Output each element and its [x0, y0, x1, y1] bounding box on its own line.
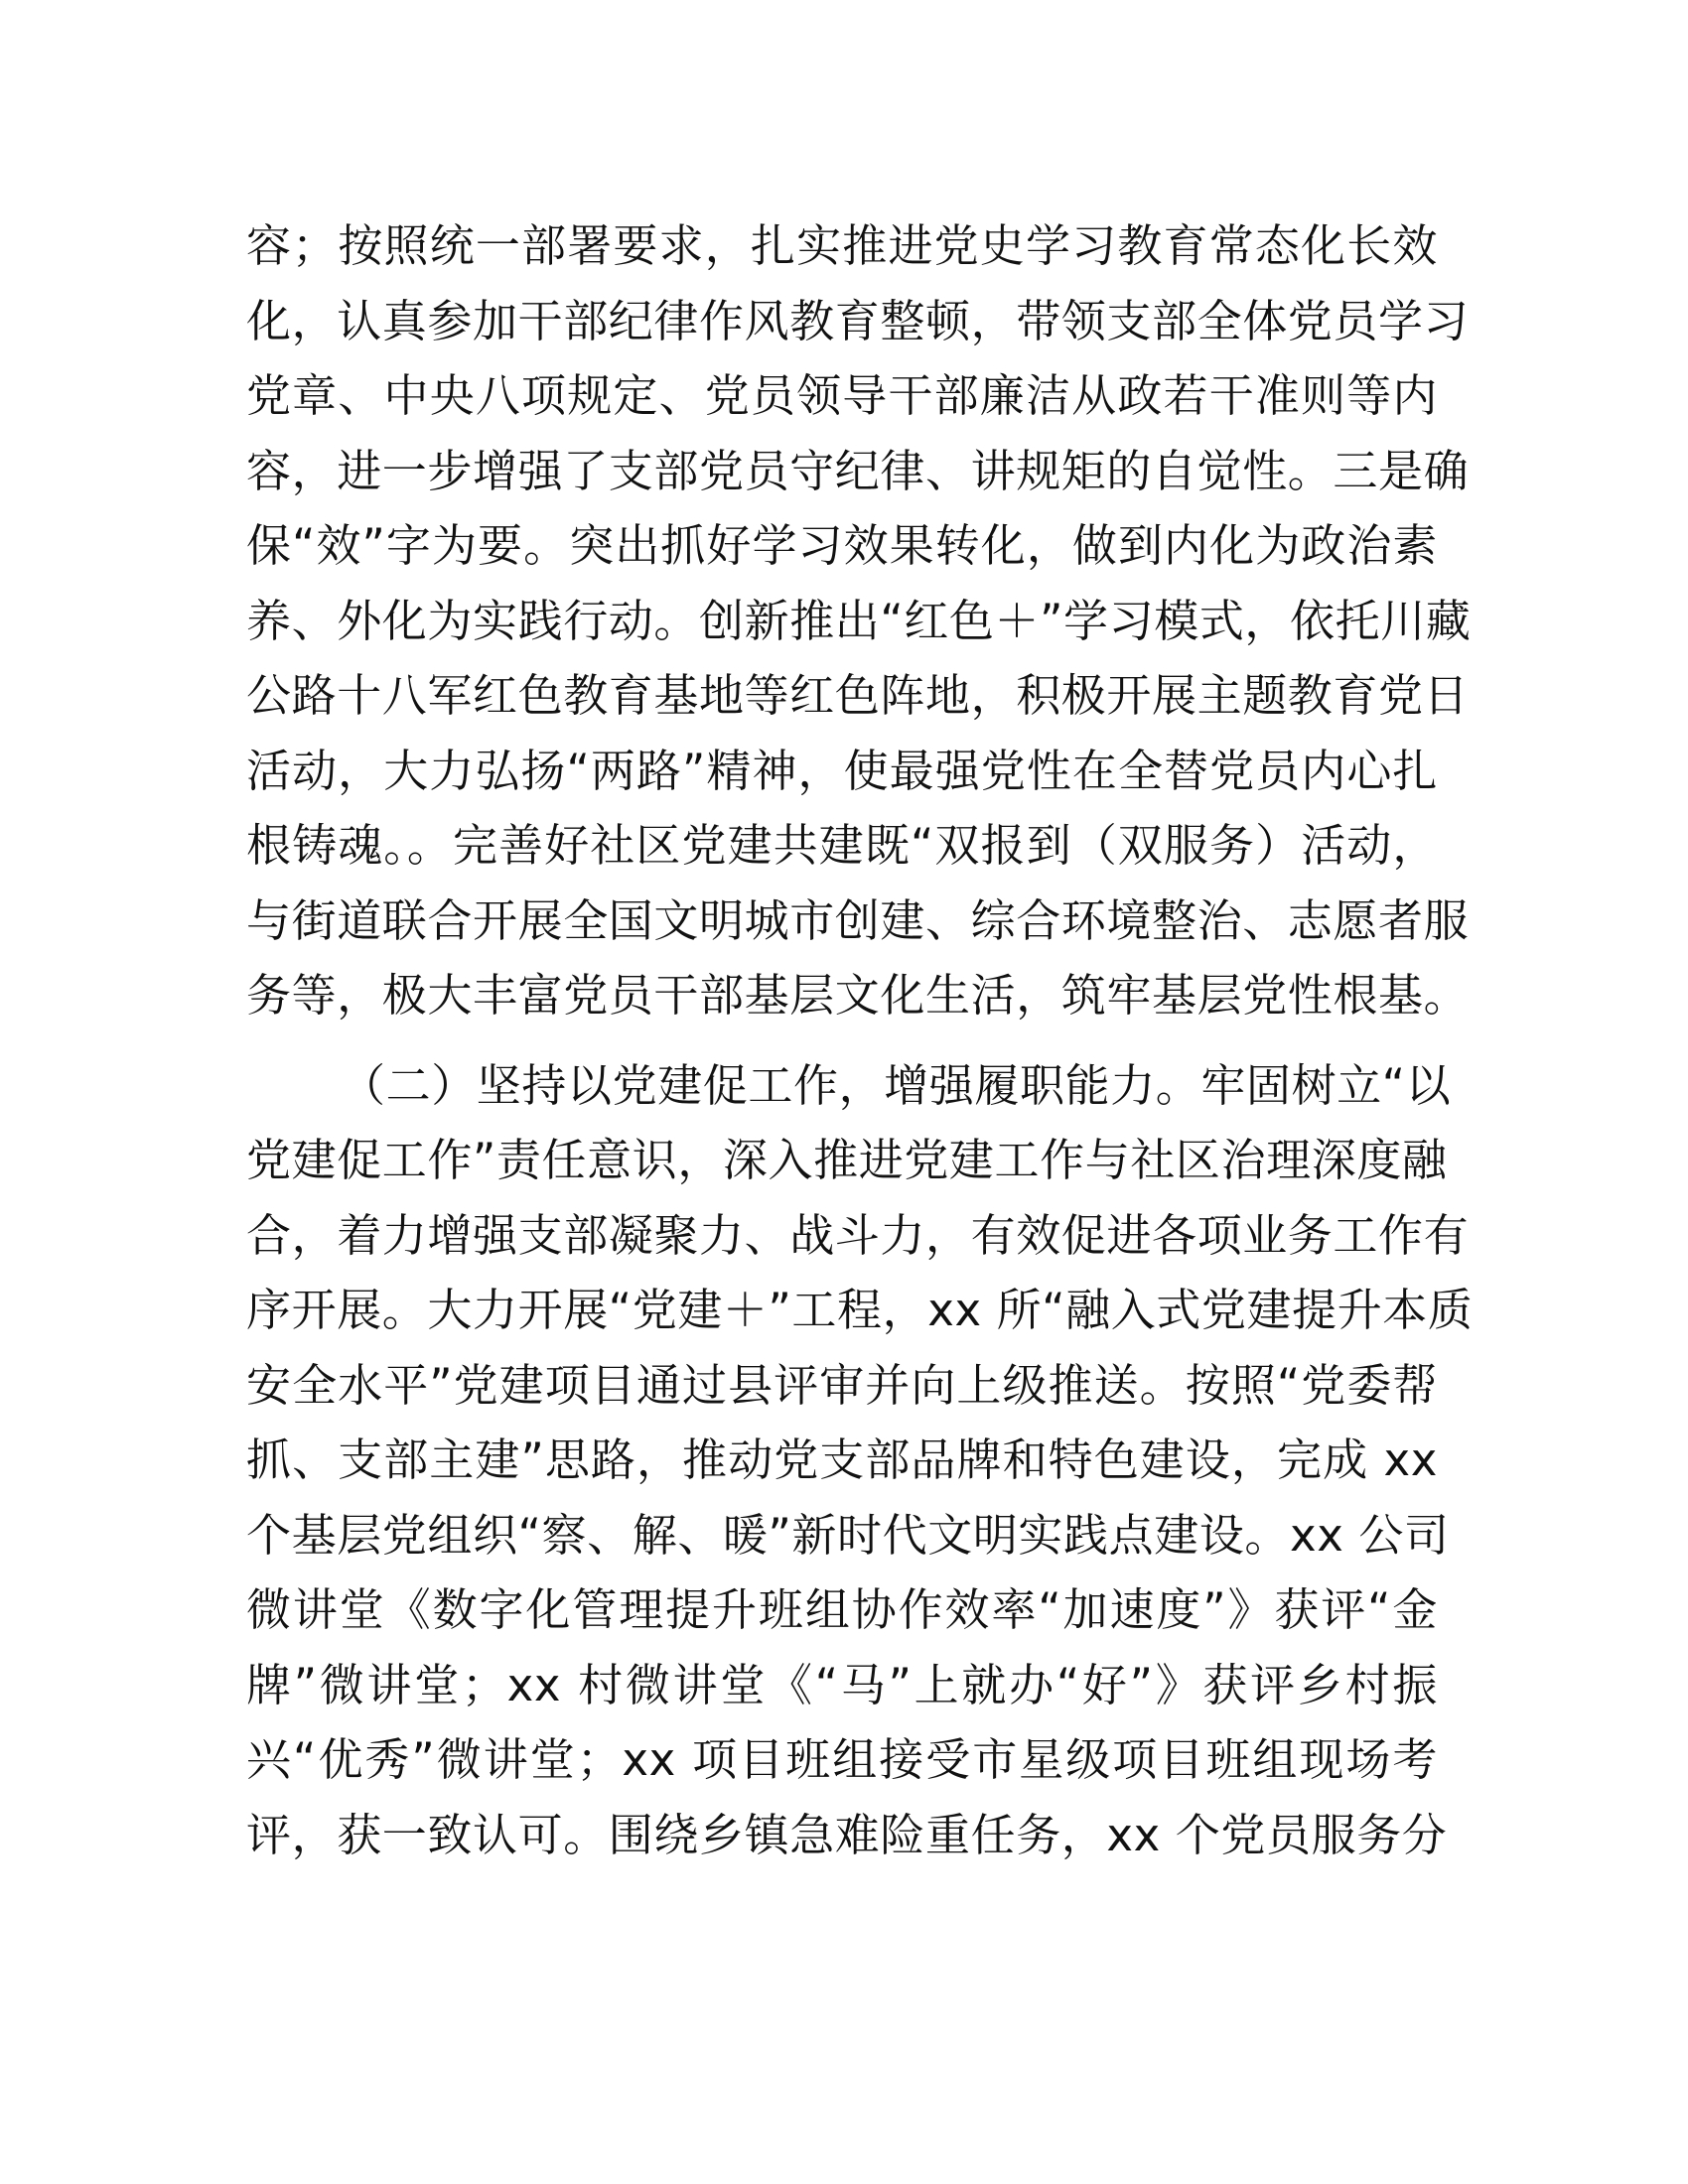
text-line: 抓、支部主建”思路，推动党支部品牌和特色建设，完成 xx	[246, 1433, 1438, 1486]
text-line: 公路十八军红色教育基地等红色阵地，积极开展主题教育党日	[246, 669, 1470, 722]
text-line: 个基层党组织“察、解、暖”新时代文明实践点建设。xx 公司	[246, 1508, 1450, 1562]
text-line: 兴“优秀”微讲堂；xx 项目班组接受市星级项目班组现场考	[246, 1733, 1438, 1786]
text-line: 根铸魂。。完善好社区党建共建既“双报到（双服务）活动，	[246, 819, 1438, 872]
text-line: 党建促工作”责任意识，深入推进党建工作与社区治理深度融	[246, 1134, 1448, 1186]
document-body	[246, 208, 1474, 1872]
text-line: 牌”微讲堂；xx 村微讲堂《“马”上就办“好”》获评乡村振	[246, 1658, 1438, 1711]
text-line-indented: （二）坚持以党建促工作，增强履职能力。牢固树立“以	[341, 1058, 1452, 1112]
text-line: 容；按照统一部署要求，扎实推进党史学习教育常态化长效	[246, 219, 1438, 272]
text-line: 党章、中央八项规定、党员领导干部廉洁从政若干准则等内	[246, 369, 1438, 422]
text-line: 序开展。大力开展“党建＋”工程，xx 所“融入式党建提升本质	[246, 1284, 1474, 1336]
text-line: 容，进一步增强了支部党员守纪律、讲规矩的自觉性。三是确	[246, 444, 1470, 497]
text-line: 养、外化为实践行动。创新推出“红色＋”学习模式，依托川藏	[246, 594, 1472, 647]
text-line: 与街道联合开展全国文明城市创建、综合环境整治、志愿者服	[246, 893, 1470, 947]
text-line: 评，获一致认可。围绕乡镇急难险重任务，xx 个党员服务分	[246, 1808, 1448, 1861]
text-line: 合，着力增强支部凝聚力、战斗力，有效促进各项业务工作有	[246, 1208, 1470, 1262]
text-line: 微讲堂《数字化管理提升班组协作效率“加速度”》获评“金	[246, 1583, 1438, 1636]
text-line: 化，认真参加干部纪律作风教育整顿，带领支部全体党员学习	[246, 294, 1470, 347]
text-line: 安全水平”党建项目通过县评审并向上级推送。按照“党委帮	[246, 1358, 1438, 1412]
paragraph-2	[246, 1048, 1474, 1873]
paragraph-1	[246, 208, 1472, 1033]
text-line: 保“效”字为要。突出抓好学习效果转化，做到内化为政治素	[246, 519, 1438, 572]
text-line-last: 务等，极大丰富党员干部基层文化生活，筑牢基层党性根基。	[246, 969, 1470, 1022]
paragraph-spacer	[246, 1033, 1438, 1048]
text-line: 活动，大力弘扬“两路”精神，使最强党性在全替党员内心扎	[246, 744, 1438, 797]
